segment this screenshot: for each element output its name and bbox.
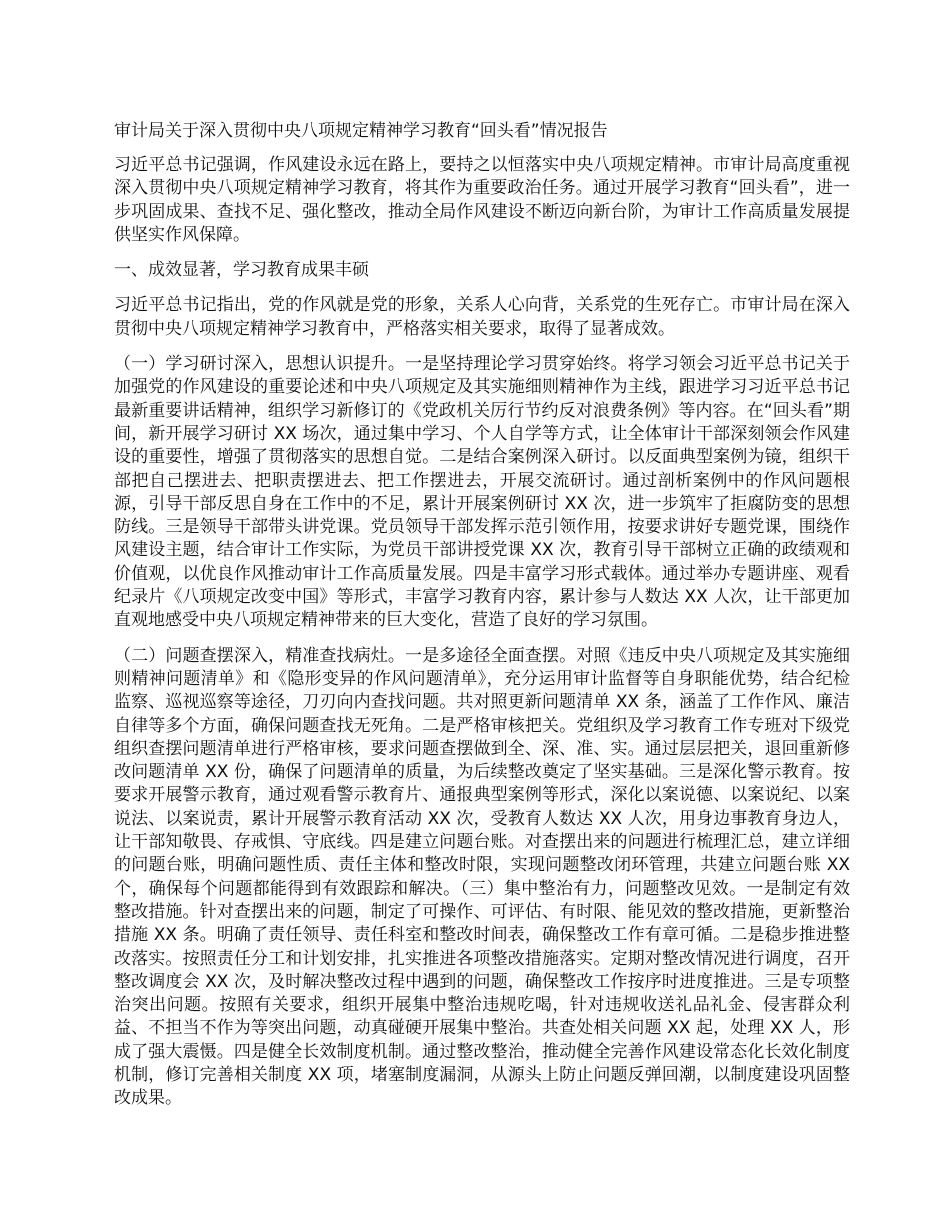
document-title: 审计局关于深入贯彻中央八项规定精神学习教育“回头看”情况报告 (114, 121, 608, 141)
document-page (114, 118, 850, 1123)
section-1-intro-paragraph: 习近平总书记指出，党的作风就是党的形象，关系人心向背，关系党的生死存亡。市审计局在深入贯彻中央八项规定精神学习教育中，严格落实相关要求，取得了显著成效。 (114, 295, 850, 339)
section-1-heading: 一、成效显著，学习教育成果丰硕 (114, 260, 369, 281)
problem-inspection-paragraph: （二）问题查摆深入，精准查找病灶。一是多途径全面查摆。对照《违反中央八项规定及其实施细则精神问题清单》和《隐形变异的作风问题清单》，充分运用审计监督等自身职能优势，结合纪检监察、巡视巡察等途径，刀刃向内查找问题。共对照更新问题清单 XX 条，涵盖了工作作风、廉洁自律等多个方面，确保问题查找无死角。二是严格审核把关。党组织及学习教育工作专班对下级党组织查摆问题清单进行严格审核，要求问题查摆做到全、深、准、实。通过层层把关，退回重新修改问题清单 XX 份，确保了问题清单的质量，为后续整改奠定了坚实基础。三是深化警示教育。按要求开展警示教育，通过观看警示教育片、通报典型案例等形式，深化以案说德、以案说纪、以案说法、以案说责，累计开展警示教育活动 XX 次，受教育人数达 XX 人次，用身边事教育身边人，让干部知敬畏、存戒惧、守底线。四是建立问题台账。对查摆出来的问题进行梳理汇总，建立详细的问题台账，明确问题性质、责任主体和整改时限，实现问题整改闭环管理，共建立问题台账 XX 个，确保每个问题都能得到有效跟踪和解决。（三）集中整治有力，问题整改见效。一是制定有效整改措施。针对查摆出来的问题，制定了可操作、可评估、有时限、能见效的整改措施，更新整治措施 XX 条。明确了责任领导、责任科室和整改时间表，确保整改工作有章可循。二是稳步推进整改落实。按照责任分工和计划安排，扎实推进各项整改措施落实。定期对整改情况进行调度，召开整改调度会 XX 次，及时解决整改过程中遇到的问题，确保整改工作按序时进度推进。三是专项整治突出问题。按照有关要求，组织开展集中整治违规吃喝，针对违规收送礼品礼金、侵害群众利益、不担当不作为等突出问题，动真碰硬开展集中整治。共查处相关问题 XX 起，处理 XX 人，形成了强大震慑。四是健全长效制度机制。通过整改整治，推动健全完善作风建设常态化长效化制度机制，修订完善相关制度 XX 项，堵塞制度漏洞，从源头上防止问题反弹回潮，以制度建设巩固整改成果。 (114, 645, 850, 1109)
intro-paragraph: 习近平总书记强调，作风建设永远在路上，要持之以恒落实中央八项规定精神。市审计局高度重视深入贯彻中央八项规定精神学习教育，将其作为重要政治任务。通过开展学习教育“回头看”，进一步巩固成果、查找不足、强化整改，推动全局作风建设不断迈向新台阶，为审计工作高质量发展提供坚实作风保障。 (114, 155, 850, 245)
study-discussion-paragraph: （一）学习研讨深入，思想认识提升。一是坚持理论学习贯穿始终。将学习领会习近平总书记关于加强党的作风建设的重要论述和中央八项规定及其实施细则精神作为主线，跟进学习习近平总书记最新重要讲话精神，组织学习新修订的《党政机关厉行节约反对浪费条例》等内容。在“回头看”期间，新开展学习研讨 XX 场次，通过集中学习、个人自学等方式，让全体审计干部深刻领会作风建设的重要性，增强了贯彻落实的思想自觉。二是结合案例深入研讨。以反面典型案例为镜，组织干部把自己摆进去、把职责摆进去、把工作摆进去，开展交流研讨。通过剖析案例中的作风问题根源，引导干部反思自身在工作中的不足，累计开展案例研讨 XX 次，进一步筑牢了拒腐防变的思想防线。三是领导干部带头讲党课。党员领导干部发挥示范引领作用，按要求讲好专题党课，围绕作风建设主题，结合审计工作实际，为党员干部讲授党课 XX 次，教育引导干部树立正确的政绩观和价值观，以优良作风推动审计工作高质量发展。四是丰富学习形式载体。通过举办专题讲座、观看纪录片《八项规定改变中国》等形式，丰富学习教育内容，累计参与人数达 XX 人次，让干部更加直观地感受中央八项规定精神带来的巨大变化，营造了良好的学习氛围。 (114, 354, 850, 631)
